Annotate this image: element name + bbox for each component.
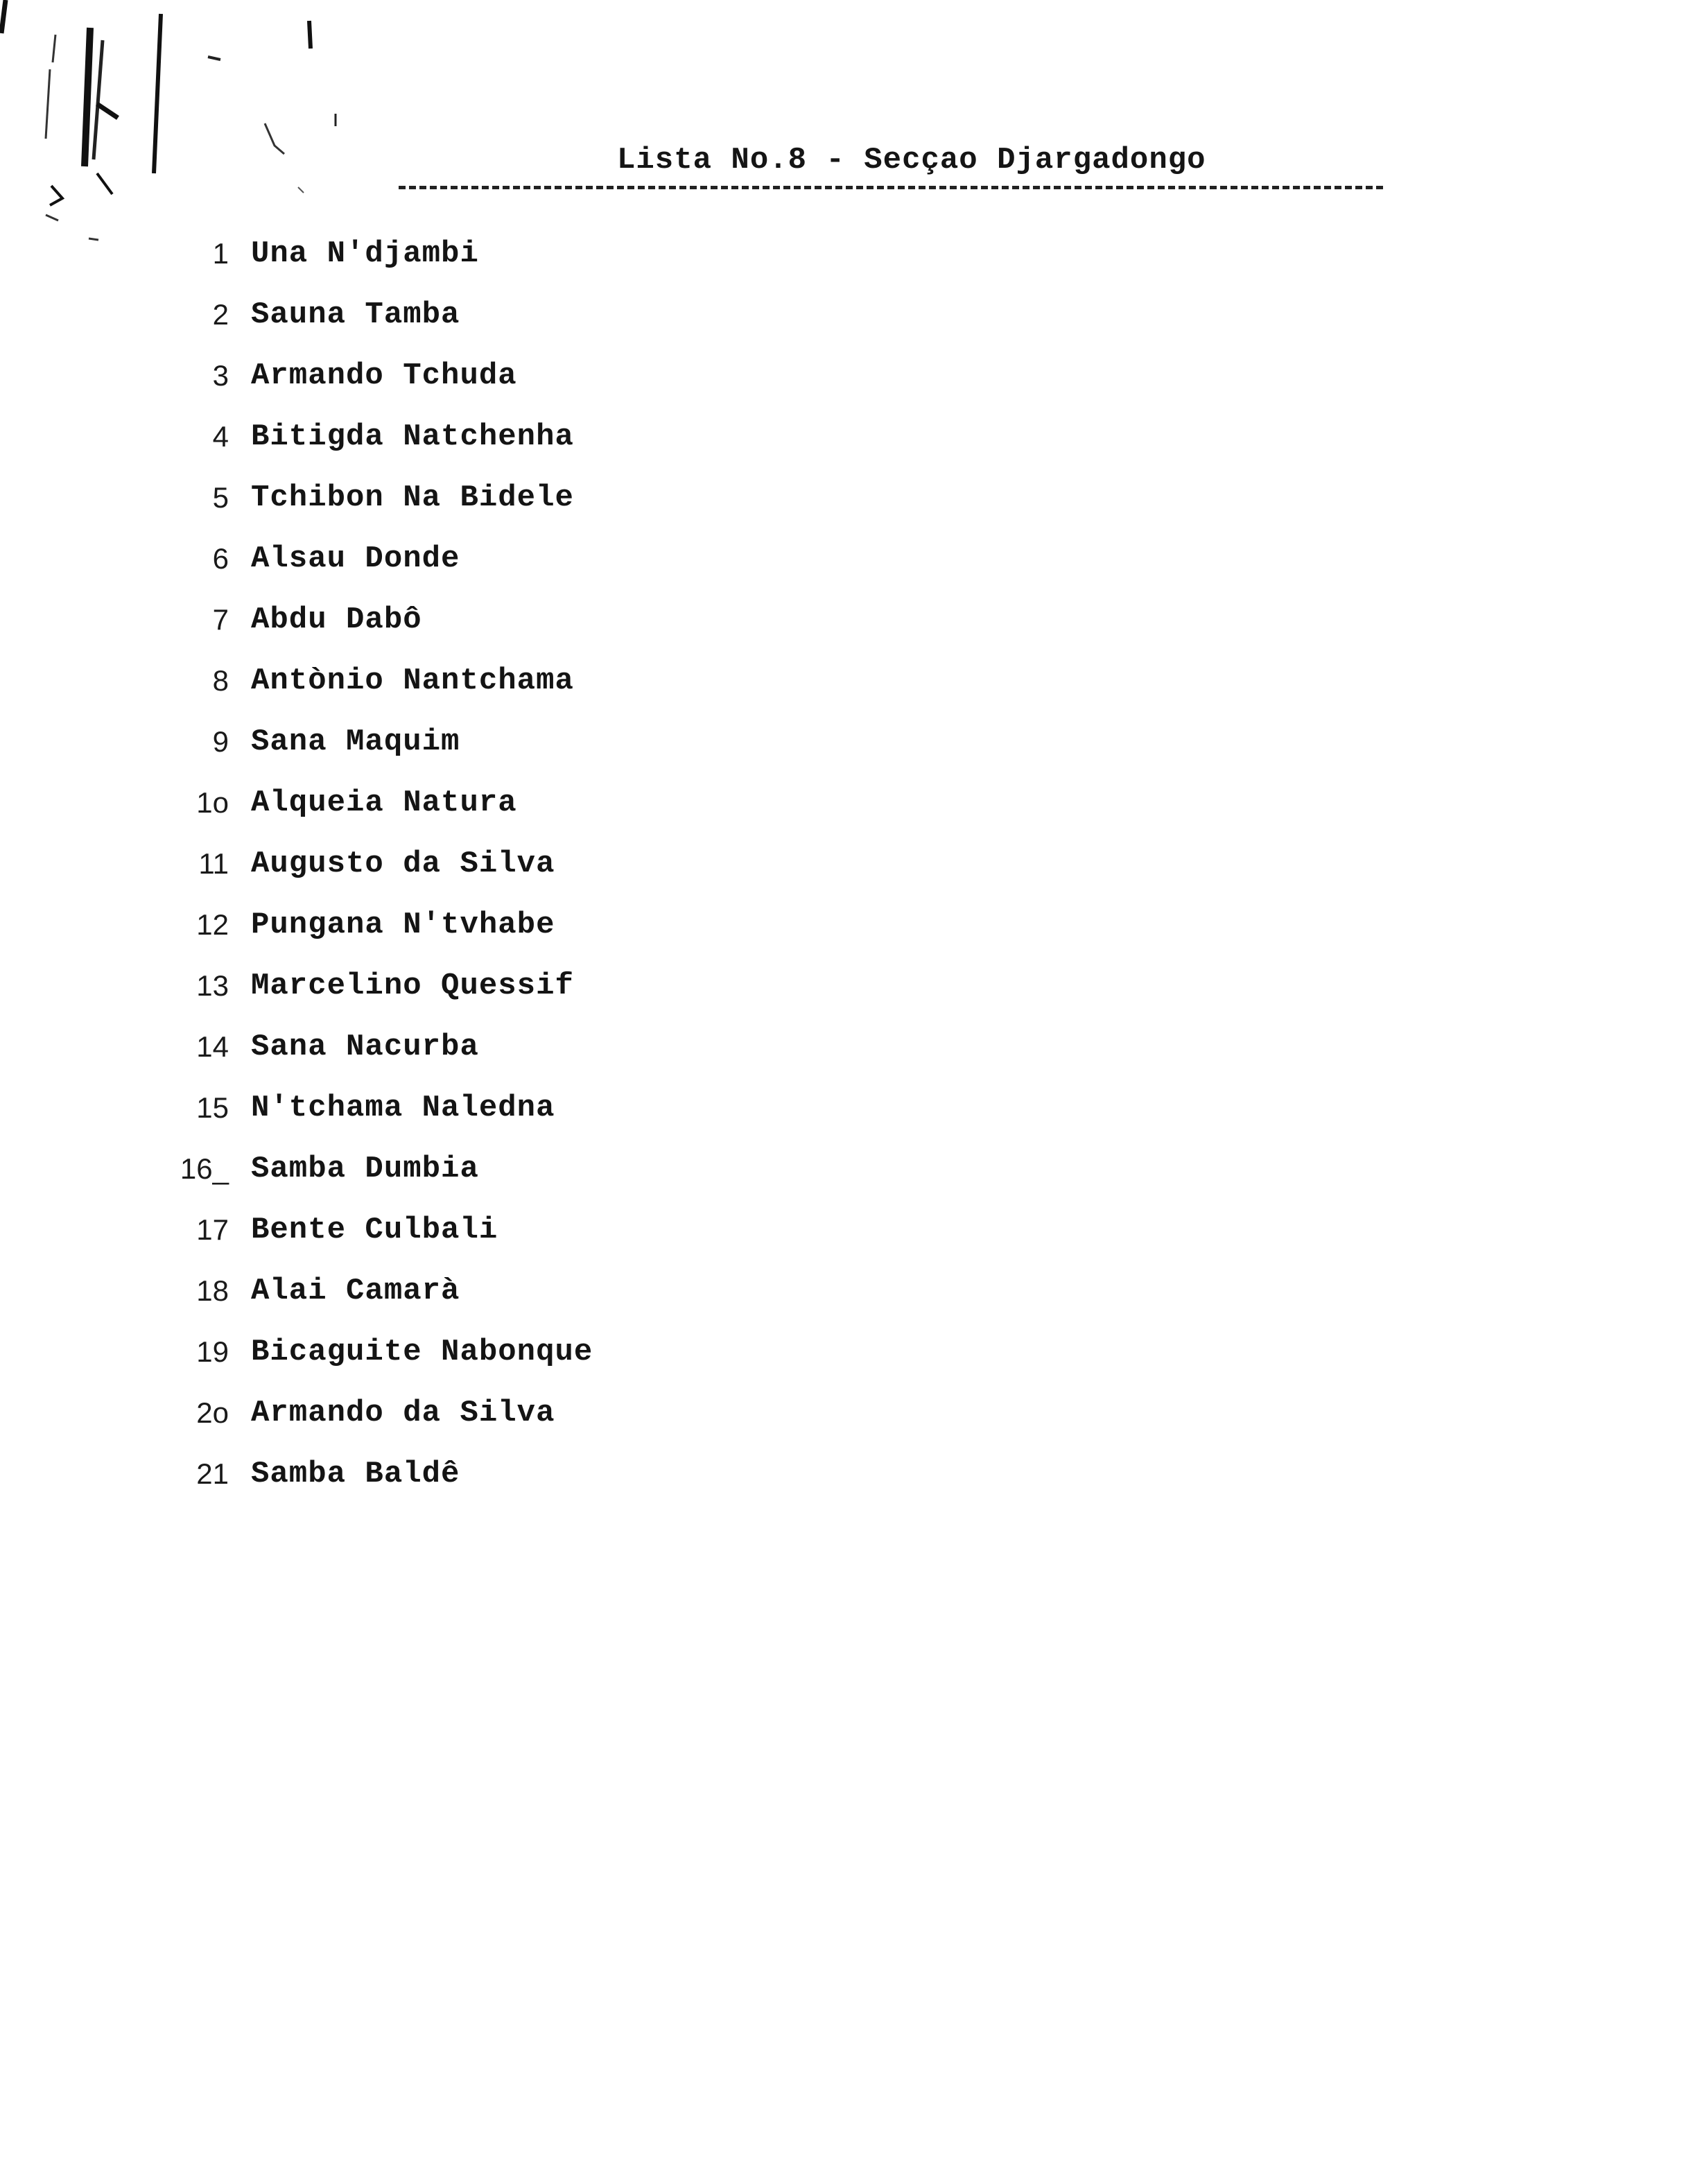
- item-number: 18: [196, 1274, 229, 1307]
- item-name: Alqueia Natura: [251, 786, 517, 820]
- title-dashed-rule: [399, 186, 1383, 189]
- item-name: Pungana N'tvhabe: [251, 908, 555, 942]
- list-item: [153, 1321, 593, 1383]
- item-number: 1o: [196, 786, 229, 819]
- item-name: Alai Camarà: [251, 1274, 460, 1308]
- item-number: 9: [212, 725, 229, 758]
- item-number: 8: [212, 664, 229, 697]
- item-name: N'tchama Naledna: [251, 1091, 555, 1125]
- list-item: [153, 589, 593, 650]
- list-item: [153, 406, 593, 467]
- item-number: 11: [198, 847, 229, 880]
- item-number: 17: [196, 1213, 229, 1246]
- item-name: Antònio Nantchama: [251, 664, 574, 698]
- list-item: [153, 467, 593, 528]
- item-name: Armando da Silva: [251, 1396, 555, 1430]
- list-item: [153, 1138, 593, 1199]
- item-number: 13: [196, 969, 229, 1002]
- item-name: Samba Baldê: [251, 1457, 460, 1491]
- list-item: [153, 772, 593, 833]
- list-item: [153, 1199, 593, 1260]
- list-item: [153, 1077, 593, 1138]
- item-name: Alsau Donde: [251, 541, 460, 576]
- item-name: Augusto da Silva: [251, 847, 555, 881]
- item-number: 19: [196, 1335, 229, 1368]
- item-number: 5: [212, 481, 229, 514]
- list-item: [153, 894, 593, 955]
- list-item: [153, 528, 593, 589]
- item-number: 1: [212, 237, 229, 270]
- list-item: [153, 955, 593, 1016]
- item-name: Marcelino Quessif: [251, 969, 574, 1003]
- item-number: 15: [196, 1091, 229, 1124]
- item-number: 2o: [196, 1396, 229, 1429]
- list-item: [153, 1383, 593, 1444]
- item-name: Sauna Tamba: [251, 297, 460, 332]
- item-name: Samba Dumbia: [251, 1152, 479, 1186]
- item-name: Bitigda Natchenha: [251, 419, 574, 454]
- list-item: [153, 345, 593, 406]
- list-item: [153, 650, 593, 711]
- item-number: 6: [212, 542, 229, 575]
- list-item: [153, 711, 593, 772]
- item-number: 21: [196, 1457, 229, 1490]
- list-item: [153, 223, 593, 284]
- item-number: 12: [196, 908, 229, 941]
- item-name: Bicaguite Nabonque: [251, 1335, 593, 1369]
- list-item: [153, 1260, 593, 1321]
- item-number: 3: [212, 359, 229, 392]
- item-number: 16_: [180, 1152, 229, 1185]
- name-list: [153, 223, 593, 1505]
- item-number: 7: [212, 603, 229, 636]
- item-name: Abdu Dabô: [251, 603, 422, 637]
- item-number: 4: [212, 420, 229, 453]
- list-item: [153, 1444, 593, 1505]
- item-name: Armando Tchuda: [251, 358, 517, 393]
- list-item: [153, 833, 593, 894]
- item-name: Una N'djambi: [251, 236, 479, 271]
- item-name: Sana Maquim: [251, 725, 460, 759]
- list-item: [153, 1016, 593, 1077]
- item-name: Tchibon Na Bidele: [251, 480, 574, 515]
- item-number: 2: [212, 298, 229, 331]
- item-name: Bente Culbali: [251, 1213, 498, 1247]
- item-name: Sana Nacurba: [251, 1030, 479, 1064]
- item-number: 14: [196, 1030, 229, 1063]
- list-item: [153, 284, 593, 345]
- list-title: Lista No.8 - Secçao Djargadongo: [617, 143, 1206, 177]
